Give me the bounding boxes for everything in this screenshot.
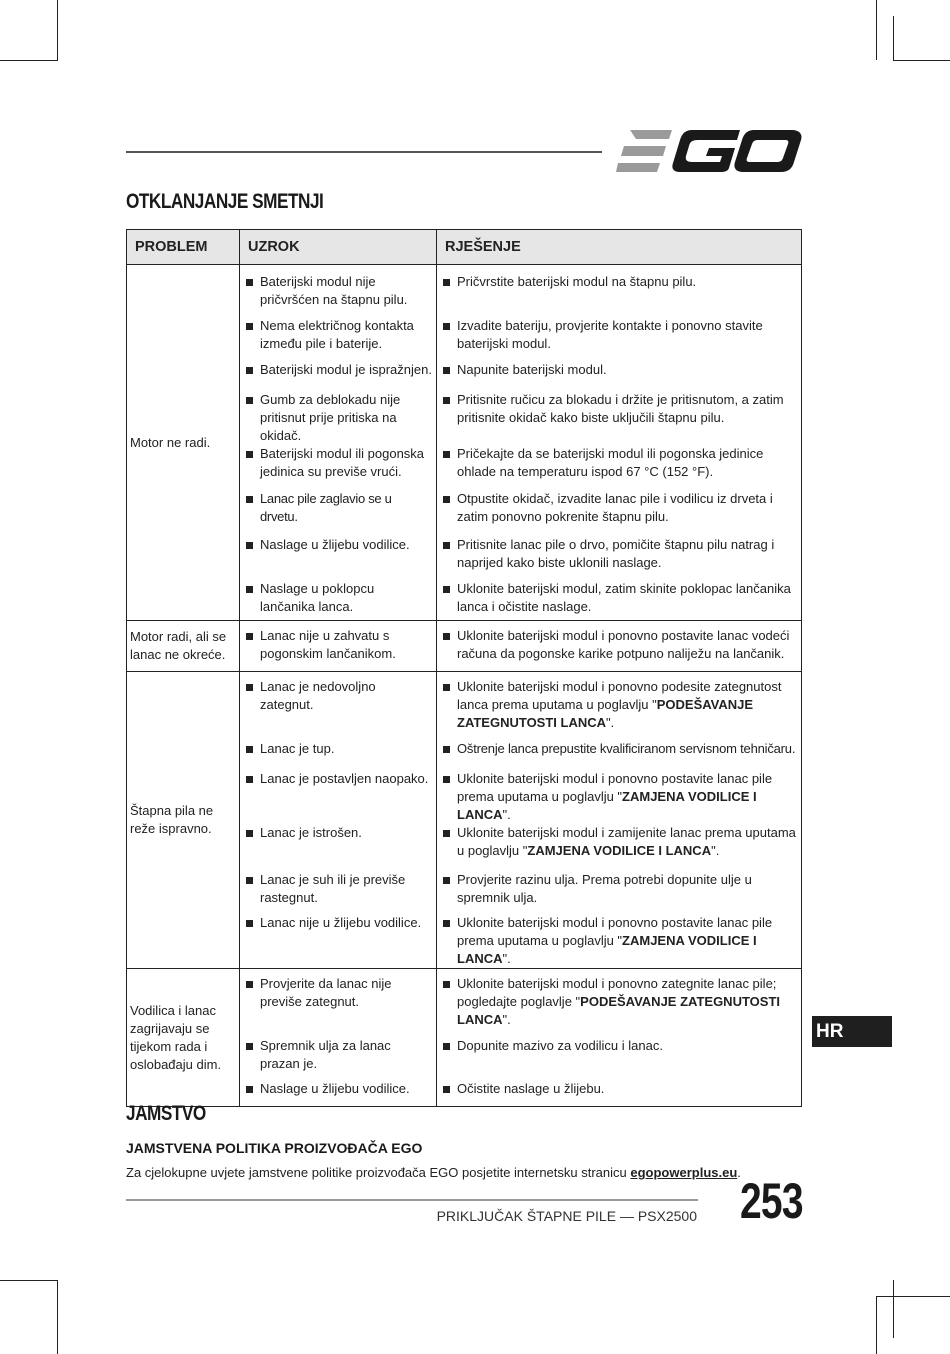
bullet-icon xyxy=(246,1043,253,1050)
cause-text: Naslage u žlijebu vodilice. xyxy=(260,537,410,552)
col-header-cause: UZROK xyxy=(240,230,437,265)
col-header-problem: PROBLEM xyxy=(127,230,240,265)
cause-text: Lanac je postavljen naopako. xyxy=(260,771,429,786)
crop-mark xyxy=(57,0,58,60)
crop-mark xyxy=(893,60,950,61)
ego-logo xyxy=(616,128,802,174)
solution-text: Oštrenje lanca prepustite kvalificiranom servisnom tehničaru. xyxy=(457,741,796,756)
bullet-icon xyxy=(443,746,450,753)
crop-mark xyxy=(876,0,877,60)
language-tab: HR xyxy=(812,1016,892,1047)
solution-text: Provjerite razinu ulja. Prema potrebi dopunite ulje u spremnik ulja. xyxy=(457,872,752,905)
bullet-icon xyxy=(246,323,253,330)
cause-text: Lanac je suh ili je previše rastegnut. xyxy=(260,872,406,905)
warranty-link[interactable]: egopowerplus.eu xyxy=(630,1165,738,1180)
bullet-icon xyxy=(443,920,450,927)
solution-text: Otpustite okidač, izvadite lanac pile i vodilicu iz drveta i zatim ponovno pokrenite štapnu pilu. xyxy=(457,491,773,524)
bullet-icon xyxy=(246,684,253,691)
bullet-icon xyxy=(443,1043,450,1050)
bullet-icon xyxy=(443,586,450,593)
bullet-icon xyxy=(443,981,450,988)
solution-text: Uklonite baterijski modul i ponovno postavite lanac vodeći računa da pogonske karike potpuno naliježu na lančanik. xyxy=(457,628,790,661)
table-row xyxy=(127,621,802,672)
bullet-icon xyxy=(443,367,450,374)
solution-text: Pritisnite ručicu za blokadu i držite je pritisnutom, a zatim pritisnite okidač kako biste uključili štapnu pilu. xyxy=(457,392,784,425)
cause-text: Baterijski modul nije pričvršćen na štapnu pilu. xyxy=(260,274,408,307)
bullet-icon xyxy=(246,877,253,884)
cause-text: Lanac pile zaglavio se u drvetu. xyxy=(260,491,392,524)
troubleshooting-table xyxy=(126,229,802,1107)
cause-text: Naslage u žlijebu vodilice. xyxy=(260,1081,410,1096)
bullet-icon xyxy=(443,776,450,783)
problem-cell: Vodilica i lanac zagrijavaju se tijekom rada i oslobađaju dim. xyxy=(127,969,240,1107)
bullet-icon xyxy=(246,367,253,374)
crop-mark xyxy=(893,1280,894,1338)
problem-cell: Motor radi, ali se lanac ne okreće. xyxy=(127,621,240,672)
problem-cell: Štapna pila ne reže ispravno. xyxy=(127,672,240,969)
footer-rule xyxy=(126,1199,698,1201)
crop-mark xyxy=(876,1296,877,1354)
bullet-icon xyxy=(246,830,253,837)
solution-text: Dopunite mazivo za vodilicu i lanac. xyxy=(457,1038,663,1053)
table-row xyxy=(127,969,802,1038)
bullet-icon xyxy=(246,920,253,927)
bullet-icon xyxy=(443,877,450,884)
solution-text: Pritisnite lanac pile o drvo, pomičite štapnu pilu natrag i naprijed kako biste uklonili naslage. xyxy=(457,537,775,570)
cause-text: Baterijski modul ili pogonska jedinica su previše vrući. xyxy=(260,446,425,479)
cause-text: Lanac je nedovoljno zategnut. xyxy=(260,679,376,712)
cause-text: Lanac nije u žlijebu vodilice. xyxy=(260,915,422,930)
section-title: OTKLANJANJE SMETNJI xyxy=(126,190,324,213)
bullet-icon xyxy=(246,1086,253,1093)
solution-text: Uklonite baterijski modul i zamijenite lanac prema uputama u poglavlju "ZAMJENA VODILICE I LANCA". xyxy=(457,825,796,858)
crop-mark xyxy=(0,60,58,61)
footer-product: PRIKLJUČAK ŠTAPNE PILE — PSX2500 xyxy=(436,1208,697,1224)
bullet-icon xyxy=(443,451,450,458)
bullet-icon xyxy=(443,496,450,503)
solution-text: Izvadite bateriju, provjerite kontakte i ponovno stavite baterijski modul. xyxy=(457,318,763,351)
bullet-icon xyxy=(443,633,450,640)
cause-text: Naslage u poklopcu lančanika lanca. xyxy=(260,581,375,614)
bullet-icon xyxy=(443,1086,450,1093)
warranty-subtitle: JAMSTVENA POLITIKA PROIZVOĐAČA EGO xyxy=(126,1140,423,1156)
crop-mark xyxy=(57,1280,58,1354)
solution-text: Pričekajte da se baterijski modul ili pogonska jedinice ohlade na temperaturu ispod 67 °C (152 °F). xyxy=(457,446,764,479)
solution-text: Uklonite baterijski modul i ponovno postavite lanac pile prema uputama u poglavlju "ZAMJENA VODILICE I LANCA". xyxy=(457,771,773,822)
bullet-icon xyxy=(443,684,450,691)
bullet-icon xyxy=(246,451,253,458)
bullet-icon xyxy=(246,981,253,988)
solution-text: Uklonite baterijski modul i ponovno postavite lanac pile prema uputama u poglavlju "ZAMJENA VODILICE I LANCA". xyxy=(457,915,773,966)
problem-cell: Motor ne radi. xyxy=(127,265,240,621)
table-row xyxy=(127,265,802,318)
warranty-title: JAMSTVO xyxy=(126,1102,206,1125)
header-rule xyxy=(126,151,602,153)
bullet-icon xyxy=(246,397,253,404)
col-header-solution: RJEŠENJE xyxy=(437,230,802,265)
table-row xyxy=(127,672,802,741)
solution-text: Uklonite baterijski modul i ponovno podesite zategnutost lanca prema uputama u poglavlju "PODEŠAVANJE ZATEGNUTOSTI LANCA". xyxy=(457,679,782,730)
bullet-icon xyxy=(246,279,253,286)
solution-text: Pričvrstite baterijski modul na štapnu pilu. xyxy=(457,274,697,289)
bullet-icon xyxy=(443,397,450,404)
solution-text: Uklonite baterijski modul i ponovno zategnite lanac pile; pogledajte poglavlje "PODEŠAVANJE ZATEGNUTOSTI LANCA". xyxy=(457,976,780,1027)
cause-text: Provjerite da lanac nije previše zategnut. xyxy=(260,976,392,1009)
bullet-icon xyxy=(246,496,253,503)
bullet-icon xyxy=(443,830,450,837)
crop-mark xyxy=(876,1296,950,1297)
bullet-icon xyxy=(443,279,450,286)
cause-text: Lanac je tup. xyxy=(260,741,335,756)
solution-text: Očistite naslage u žlijebu. xyxy=(457,1081,605,1096)
cause-text: Spremnik ulja za lanac prazan je. xyxy=(260,1038,391,1071)
bullet-icon xyxy=(246,633,253,640)
cause-text: Lanac nije u zahvatu s pogonskim lančanikom. xyxy=(260,628,396,661)
cause-text: Baterijski modul je ispražnjen. xyxy=(260,362,432,377)
solution-text: Napunite baterijski modul. xyxy=(457,362,607,377)
bullet-icon xyxy=(246,586,253,593)
crop-mark xyxy=(893,16,894,60)
cause-text: Lanac je istrošen. xyxy=(260,825,362,840)
bullet-icon xyxy=(246,542,253,549)
solution-text: Uklonite baterijski modul, zatim skinite poklopac lančanika lanca i očistite naslage. xyxy=(457,581,791,614)
bullet-icon xyxy=(443,323,450,330)
bullet-icon xyxy=(246,776,253,783)
cause-text: Nema električnog kontakta između pile i baterije. xyxy=(260,318,414,351)
crop-mark xyxy=(0,1280,58,1281)
warranty-text: Za cjelokupne uvjete jamstvene politike proizvođača EGO posjetite internetsku stranicu egopowerplus.eu. xyxy=(126,1165,741,1180)
bullet-icon xyxy=(443,542,450,549)
cause-text: Gumb za deblokadu nije pritisnut prije pritiska na okidač. xyxy=(260,392,401,443)
bullet-icon xyxy=(246,746,253,753)
page-number: 253 xyxy=(740,1173,803,1229)
